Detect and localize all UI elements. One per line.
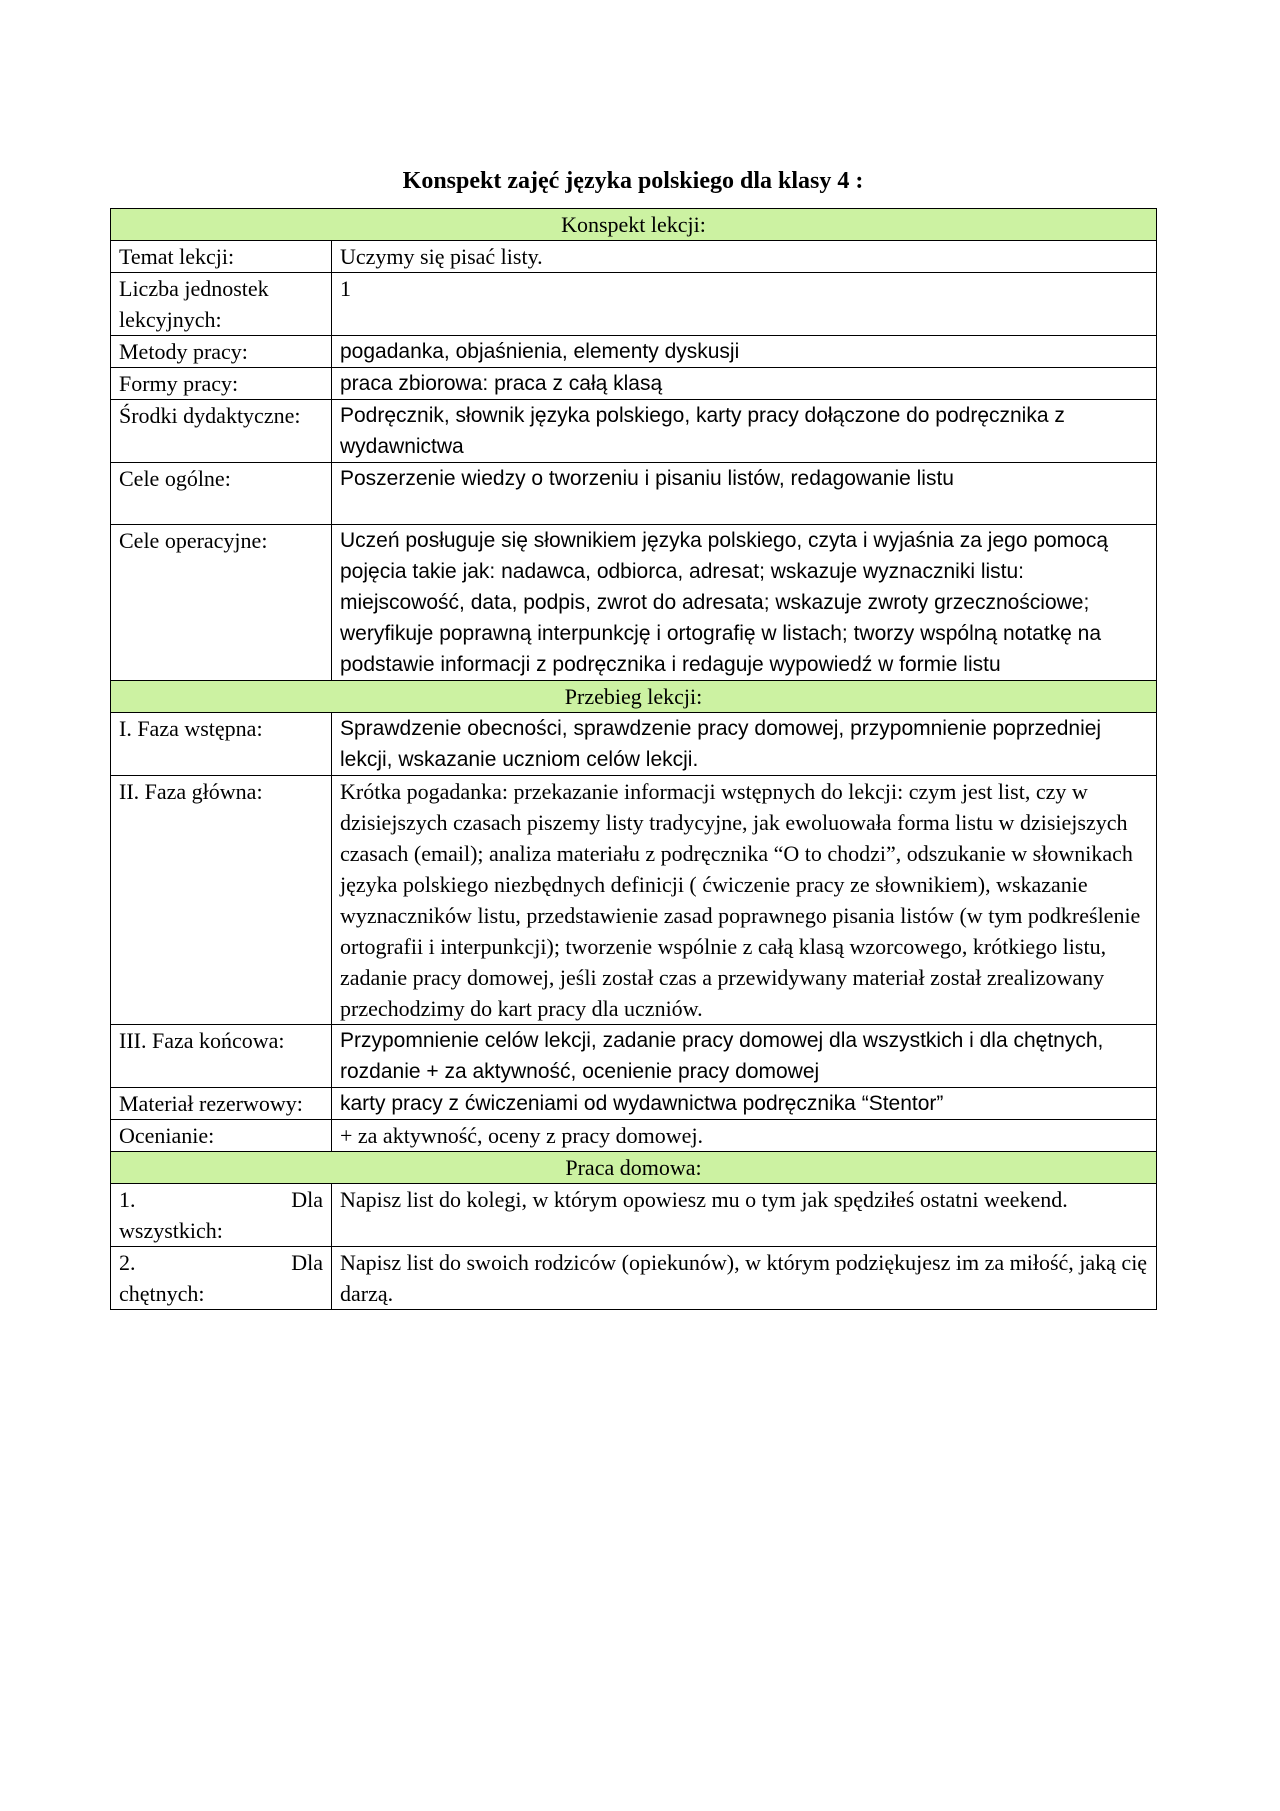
row-label-faza-wstepna: I. Faza wstępna: [111,713,332,776]
row-label-cele-operacyjne: Cele operacyjne: [111,525,332,681]
row-value-material: karty pracy z ćwiczeniami od wydawnictwa podręcznika “Stentor” [332,1088,1157,1120]
table-row-temat [111,241,1157,273]
row-label-formy: Formy pracy: [111,368,332,400]
label-number: 2. [119,1250,136,1275]
label-line [119,1247,323,1278]
row-label-faza-glowna: II. Faza główna: [111,776,332,1025]
section-header-praca-domowa: Praca domowa: [111,1152,1157,1184]
row-label-material: Materiał rezerwowy: [111,1088,332,1120]
table-row-formy [111,368,1157,400]
document-title: Konspekt zajęć języka polskiego dla klasy 4 : [402,168,864,194]
row-label-faza-koncowa: III. Faza końcowa: [111,1025,332,1088]
row-value-metody: pogadanka, objaśnienia, elementy dyskusji [332,336,1157,368]
row-value-dla-wszystkich: Napisz list do kolegi, w którym opowiesz mu o tym jak spędziłeś ostatni weekend. [332,1184,1157,1247]
row-label-srodki: Środki dydaktyczne: [111,400,332,463]
label-word: Dla [291,1187,323,1212]
row-value-srodki: Podręcznik, słownik języka polskiego, karty pracy dołączone do podręcznika z wydawnictwa [332,400,1157,463]
section-header-konspekt: Konspekt lekcji: [111,209,1157,241]
row-value-cele-ogolne: Poszerzenie wiedzy o tworzeniu i pisaniu listów, redagowanie listu [332,463,1157,525]
table-row-metody [111,336,1157,368]
row-value-formy: praca zbiorowa: praca z całą klasą [332,368,1157,400]
row-value-faza-wstepna: Sprawdzenie obecności, sprawdzenie pracy domowej, przypomnienie poprzedniej lekcji, wskazanie uczniom celów lekcji. [332,713,1157,776]
table-row-cele-ogolne [111,463,1157,525]
row-label-liczba: Liczba jednostek lekcyjnych: [111,273,332,336]
section-header-przebieg: Przebieg lekcji: [111,681,1157,713]
label-rest: chętnych: [119,1281,205,1306]
table-row-faza-koncowa [111,1025,1157,1088]
row-value-ocenianie: + za aktywność, oceny z pracy domowej. [332,1120,1157,1152]
section-row-konspekt [111,209,1157,241]
section-row-przebieg [111,681,1157,713]
table-row-faza-glowna [111,776,1157,1025]
label-line [119,1184,323,1215]
table-row-material [111,1088,1157,1120]
label-word: Dla [291,1250,323,1275]
lesson-plan-table [110,208,1157,1310]
row-value-temat: Uczymy się pisać listy. [332,241,1157,273]
row-label-cele-ogolne: Cele ogólne: [111,463,332,525]
row-value-faza-glowna: Krótka pogadanka: przekazanie informacji wstępnych do lekcji: czym jest list, czy w dzisiejszych czasach piszemy listy tradycyjne, jak ewoluowała forma listu w dzisiejszych czasach (email); analiza materiału z podręcznika “O to chodzi”, odszukanie w słownikach języka polskiego niezbędnych definicji ( ćwiczenie pracy ze słownikiem), wskazanie wyznaczników listu, przedstawienie zasad poprawnego pisania listów (w tym podkreślenie ortografii i interpunkcji); tworzenie wspólnie z całą klasą wzorcowego, krótkiego listu, zadanie pracy domowej, jeśli został czas a przewidywany materiał został zrealizowany przechodzimy do kart pracy dla uczniów. [332,776,1157,1025]
label-number: 1. [119,1187,136,1212]
row-value-liczba: 1 [332,273,1157,336]
row-label-metody: Metody pracy: [111,336,332,368]
row-value-dla-chetnych: Napisz list do swoich rodziców (opiekunów), w którym podziękujesz im za miłość, jaką cię darzą. [332,1247,1157,1310]
row-label-ocenianie: Ocenianie: [111,1120,332,1152]
table-row-ocenianie [111,1120,1157,1152]
table-row-dla-wszystkich [111,1184,1157,1247]
table-row-faza-wstepna [111,713,1157,776]
label-rest: wszystkich: [119,1218,223,1243]
row-label-dla-chetnych [111,1247,332,1310]
table-row-cele-operacyjne [111,525,1157,681]
table-row-liczba [111,273,1157,336]
section-row-praca-domowa [111,1152,1157,1184]
table-row-dla-chetnych [111,1247,1157,1310]
row-label-temat: Temat lekcji: [111,241,332,273]
row-value-cele-operacyjne: Uczeń posługuje się słownikiem języka polskiego, czyta i wyjaśnia za jego pomocą pojęcia takie jak: nadawca, odbiorca, adresat; wskazuje wyznaczniki listu: miejscowość, data, podpis, zwrot do adresata; wskazuje zwroty grzecznościowe; weryfikuje poprawną interpunkcję i ortografię w listach; tworzy wspólną notatkę na podstawie informacji z podręcznika i redaguje wypowiedź w formie listu [332,525,1157,681]
row-label-dla-wszystkich [111,1184,332,1247]
row-value-faza-koncowa: Przypomnienie celów lekcji, zadanie pracy domowej dla wszystkich i dla chętnych, rozdanie + za aktywność, ocenienie pracy domowej [332,1025,1157,1088]
table-row-srodki [111,400,1157,463]
